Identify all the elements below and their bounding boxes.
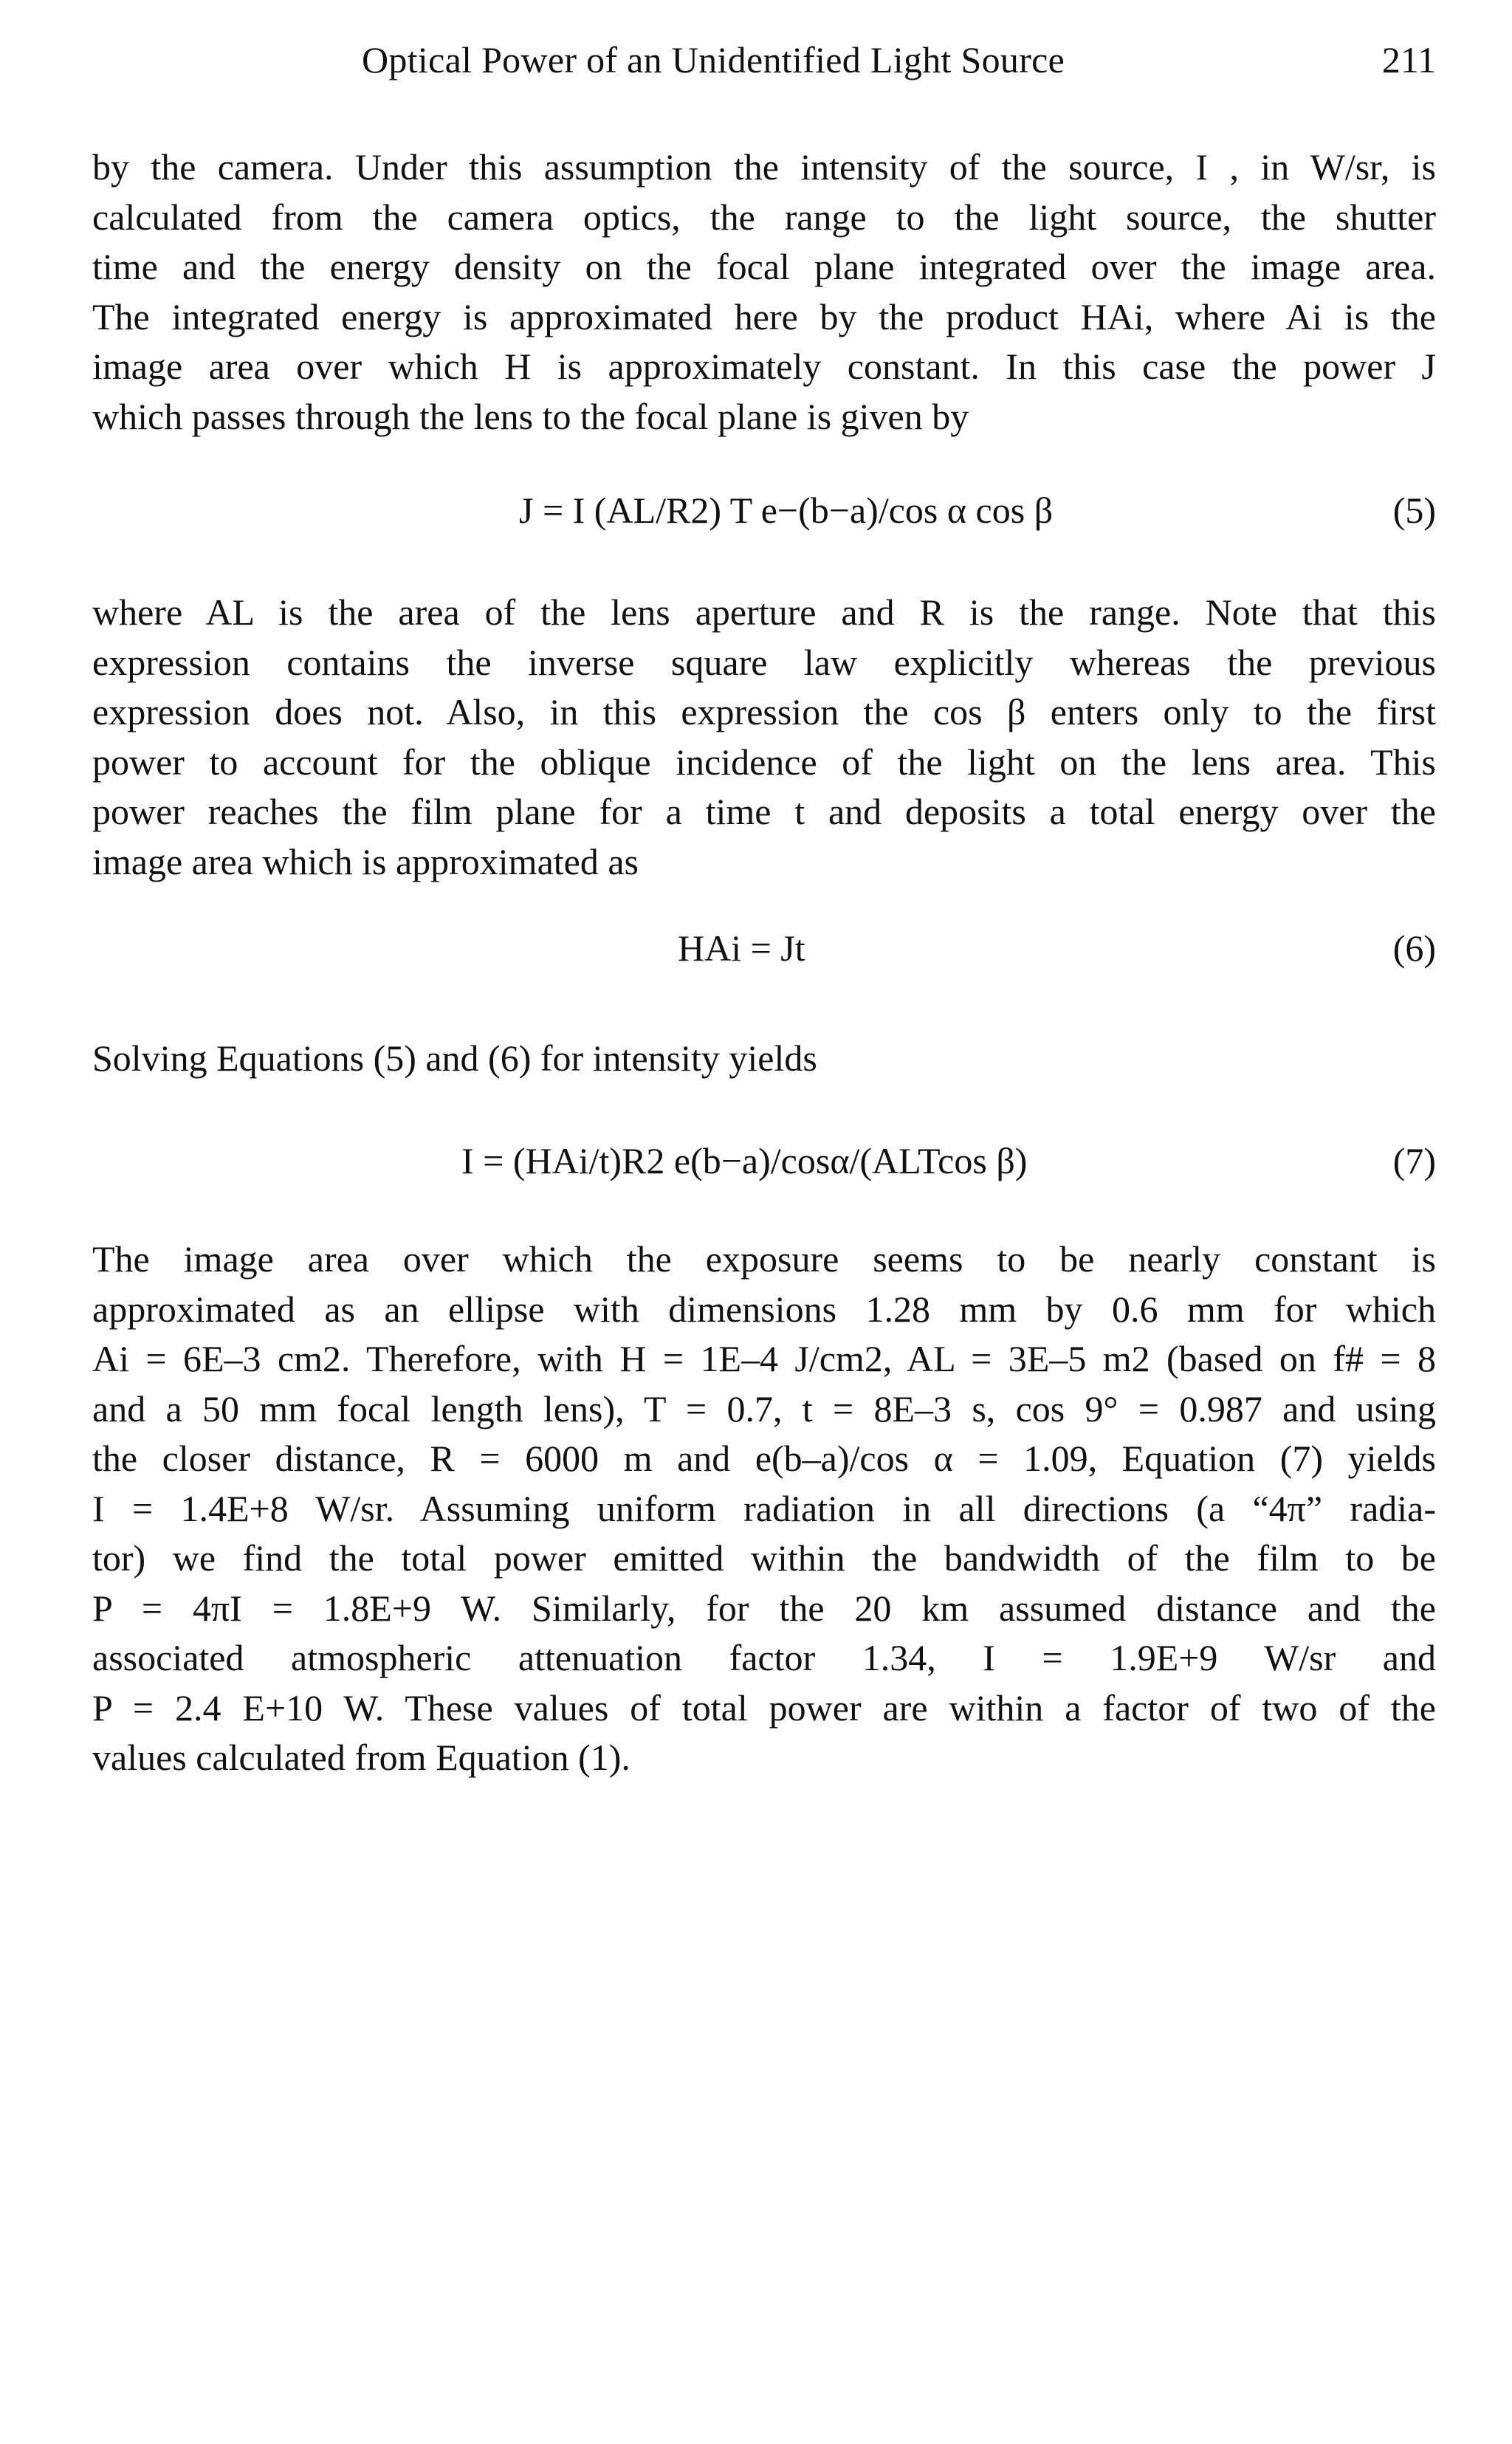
equation-7-number: (7) — [1392, 1140, 1436, 1181]
paragraph-line: calculated from the camera optics, the range to the light source, the shutter — [92, 196, 1436, 238]
paragraph-line: power to account for the oblique incidence of the light on the lens area. This — [92, 741, 1436, 783]
paragraph-line: where AL is the area of the lens aperture and R is the range. Note that this — [92, 591, 1436, 633]
paragraph-line: and a 50 mm focal length lens), T = 0.7, t = 8E–3 s, cos 9° = 0.987 and using — [92, 1387, 1436, 1429]
paragraph-line: image area over which H is approximately constant. In this case the power J — [92, 346, 1436, 387]
paragraph-line: The image area over which the exposure seems to be nearly constant is — [92, 1238, 1436, 1280]
running-title: Optical Power of an Unidentified Light Source — [362, 39, 1065, 80]
paragraph-line: P = 4πI = 1.8E+9 W. Similarly, for the 20 km assumed distance and the — [92, 1587, 1436, 1629]
paragraph-line: P = 2.4 E+10 W. These values of total power are within a factor of two of the — [92, 1686, 1436, 1729]
equation-6-body: HAi = Jt — [678, 927, 805, 969]
paragraph-line: time and the energy density on the focal plane integrated over the image area. — [92, 246, 1436, 287]
equation-5-body: J = I (AL/R2) T e−(b−a)/cos α cos β — [519, 490, 1054, 531]
equation-6-number: (6) — [1392, 927, 1436, 969]
paragraph-line: The integrated energy is approximated here by the product HAi, where Ai is the — [92, 295, 1436, 337]
paragraph-line: associated atmospheric attenuation factor 1.34, I = 1.9E+9 W/sr and — [92, 1637, 1436, 1678]
paragraph-line: Solving Equations (5) and (6) for intensity yields — [92, 1037, 817, 1079]
paragraph-2 — [92, 588, 1436, 887]
paragraph-line: expression contains the inverse square law explicitly whereas the previous — [92, 641, 1436, 683]
paragraph-line: I = 1.4E+8 W/sr. Assuming uniform radiation in all directions (a “4π” radia- — [92, 1487, 1436, 1529]
equation-7-body: I = (HAi/t)R2 e(b−a)/cosα/(ALTcos β) — [461, 1140, 1028, 1181]
equation-6 — [92, 927, 1436, 980]
page-number: 211 — [1381, 39, 1436, 80]
paragraph-line: values calculated from Equation (1). — [92, 1737, 630, 1778]
paragraph-line: power reaches the film plane for a time t and deposits a total energy over the — [92, 791, 1436, 832]
paragraph-4 — [92, 1235, 1436, 1783]
equation-7 — [92, 1139, 1436, 1192]
paragraph-line: tor) we find the total power emitted within the bandwidth of the film to be — [92, 1537, 1436, 1579]
paragraph-line: by the camera. Under this assumption the intensity of the source, I , in W/sr, is — [92, 146, 1436, 188]
paragraph-line: Ai = 6E–3 cm2. Therefore, with H = 1E–4 J/cm2, AL = 3E–5 m2 (based on f# = 8 — [92, 1338, 1436, 1379]
equation-5-number: (5) — [1392, 490, 1436, 531]
paragraph-line: image area which is approximated as — [92, 840, 639, 882]
paragraph-line: which passes through the lens to the focal plane is given by — [92, 395, 969, 437]
paragraph-line: approximated as an ellipse with dimensions 1.28 mm by 0.6 mm for which — [92, 1288, 1436, 1330]
paragraph-line: the closer distance, R = 6000 m and e(b–a)/cos α = 1.09, Equation (7) yields — [92, 1438, 1436, 1479]
equation-5 — [92, 489, 1436, 542]
paragraph-line: expression does not. Also, in this expression the cos β enters only to the first — [92, 691, 1436, 732]
running-head — [92, 38, 1436, 90]
paragraph-1 — [92, 143, 1436, 442]
paragraph-3 — [92, 1034, 1436, 1084]
